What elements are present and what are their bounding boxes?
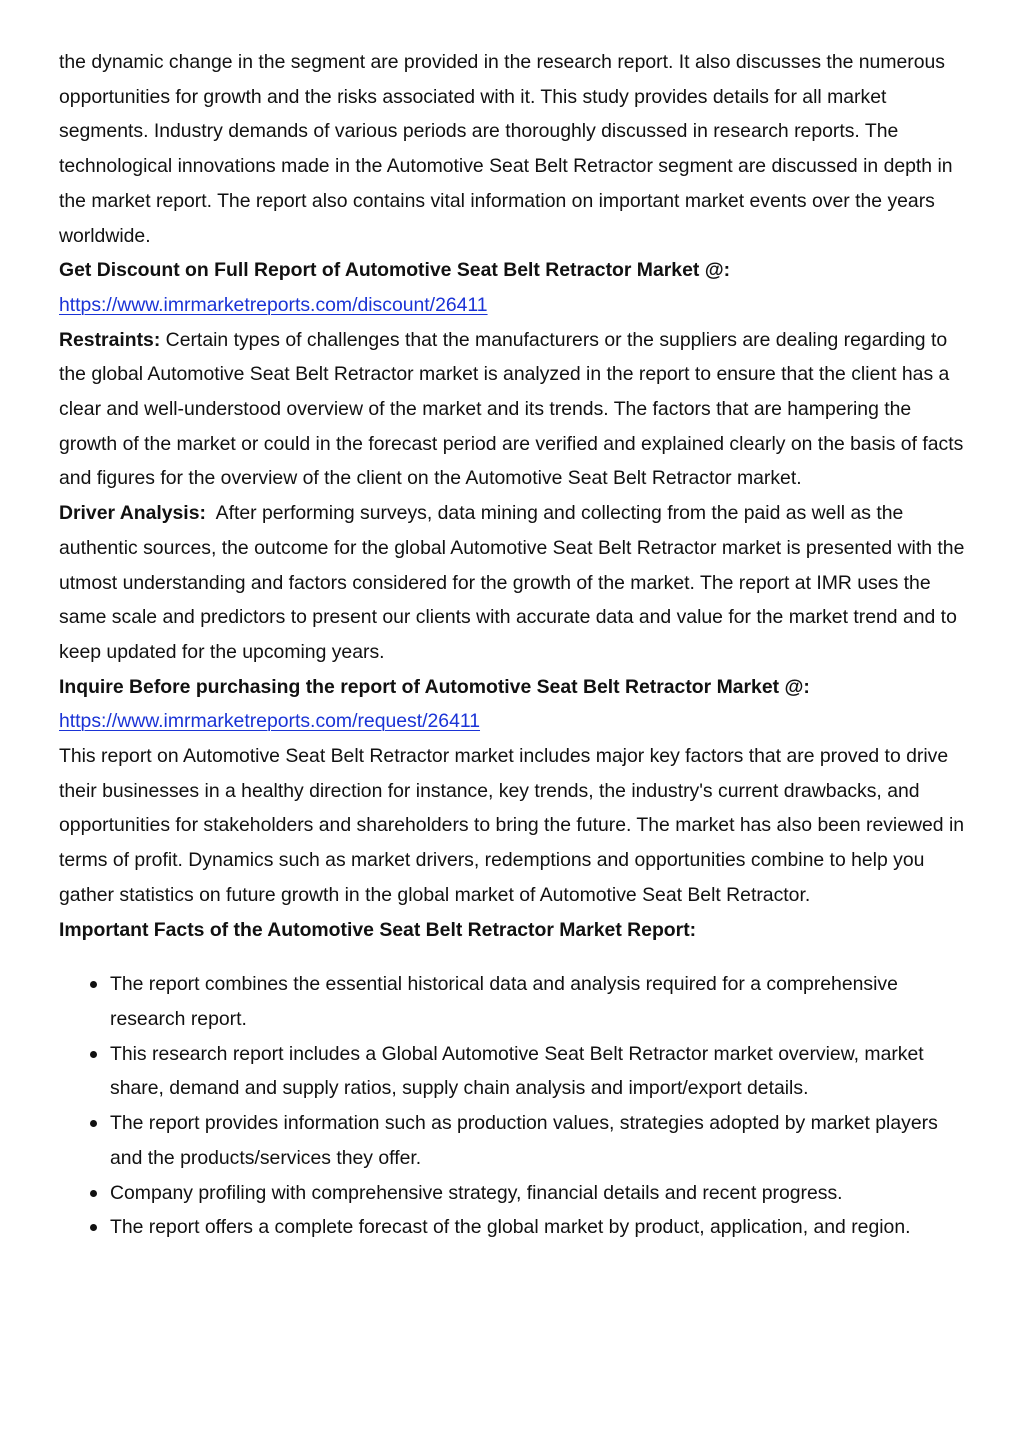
list-item-text: The report combines the essential historical data and analysis required for a comprehensive research report. (110, 973, 898, 1030)
driver-analysis-text: After performing surveys, data mining and collecting from the paid as well as the authentic sources, the outcome for the global Automotive Seat Belt Retractor market is presented with the utmost understanding and factors considered for the growth of the market. The report at IMR uses the same scale and predictors to present our clients with accurate data and value for the market trend and to keep updated for the upcoming years. (59, 502, 970, 663)
bullet-icon (90, 1190, 97, 1197)
list-item-text: This research report includes a Global Automotive Seat Belt Retractor market overview, market share, demand and supply ratios, supply chain analysis and import/export details. (110, 1042, 924, 1100)
list-item (59, 1037, 971, 1106)
bullet-icon (90, 1051, 97, 1058)
inquire-link-line (59, 704, 971, 739)
driver-analysis-label: Driver Analysis: (59, 502, 206, 525)
bullet-icon (90, 981, 97, 988)
intro-paragraph: the dynamic change in the segment are provided in the research report. It also discusses the numerous opportunities for growth and the risks associated with it. This study provides details for all market segments. Industry demands of various periods are thoroughly discussed in research reports. The technological innovations made in the Automotive Seat Belt Retractor segment are discussed in depth in the market report. The report also contains vital information on important market events over the years worldwide. (59, 51, 953, 247)
inquire-link[interactable]: https://www.imrmarketreports.com/request/26411 (59, 710, 481, 733)
discount-link[interactable]: https://www.imrmarketreports.com/discount/26411 (59, 293, 488, 316)
document-page (59, 45, 971, 1245)
inquire-heading: Inquire Before purchasing the report of Automotive Seat Belt Retractor Market @: (59, 675, 810, 698)
list-item (59, 1210, 971, 1245)
list-item (59, 1106, 971, 1175)
list-item-text: The report provides information such as production values, strategies adopted by market players and the products/services they offer. (110, 1112, 938, 1169)
facts-heading: Important Facts of the Automotive Seat Belt Retractor Market Report: (59, 918, 697, 941)
discount-link-line (59, 288, 971, 323)
bullet-icon (90, 1120, 97, 1127)
overview-paragraph: This report on Automotive Seat Belt Retractor market includes major key factors that are proved to drive their businesses in a healthy direction for instance, key trends, the industry's current drawbacks, and opportunities for stakeholders and shareholders to bring the future. The market has also been reviewed in terms of profit. Dynamics such as market drivers, redemptions and opportunities combine to help you gather statistics on future growth in the global market of Automotive Seat Belt Retractor. (59, 745, 965, 906)
driver-analysis-paragraph (59, 496, 971, 670)
restraints-text: Certain types of challenges that the manufacturers or the suppliers are dealing regarding to the global Automotive Seat Belt Retractor market is analyzed in the report to ensure that the client has a clear and well-understood overview of the market and its trends. The factors that are hampering the growth of the market or could in the forecast period are verified and explained clearly on the basis of facts and figures for the overview of the client on the Automotive Seat Belt Retractor market. (59, 328, 964, 490)
discount-heading: Get Discount on Full Report of Automotive Seat Belt Retractor Market @: (59, 259, 731, 282)
restraints-paragraph (59, 323, 971, 497)
facts-list (59, 967, 971, 1245)
bullet-icon (90, 1224, 97, 1231)
list-item-text: The report offers a complete forecast of the global market by product, application, and region. (110, 1216, 911, 1239)
spacer (59, 947, 971, 967)
list-item-text: Company profiling with comprehensive strategy, financial details and recent progress. (110, 1181, 843, 1204)
list-item (59, 1176, 971, 1211)
restraints-label: Restraints: (59, 328, 161, 351)
list-item (59, 967, 971, 1036)
